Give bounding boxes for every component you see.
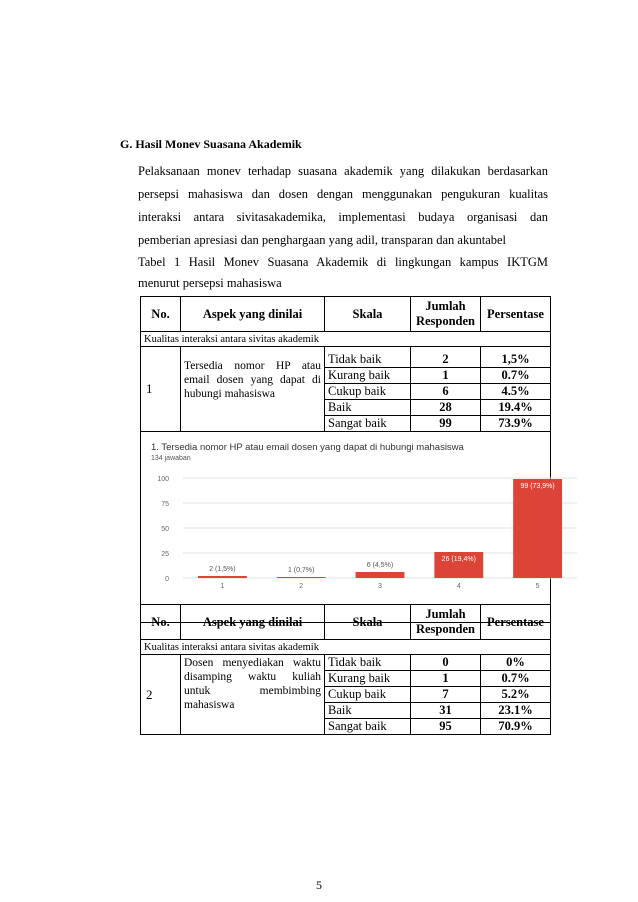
count-cell: 28 xyxy=(411,400,481,416)
category-label: Kualitas interaksi antara sivitas akademik xyxy=(141,332,325,347)
scale-cell: Baik xyxy=(325,703,411,719)
y-tick-label: 50 xyxy=(161,526,169,533)
y-tick-label: 25 xyxy=(161,551,169,558)
x-tick-label: 3 xyxy=(378,583,382,590)
scale-cell: Kurang baik xyxy=(325,671,411,687)
row-number: 1 xyxy=(141,347,181,432)
scale-cell: Tidak baik xyxy=(325,347,411,368)
percent-cell: 1,5% xyxy=(481,347,551,368)
scale-cell: Kurang baik xyxy=(325,368,411,384)
bar xyxy=(198,576,247,578)
y-tick-label: 100 xyxy=(157,476,169,483)
header-percent: Persentase xyxy=(481,605,551,640)
response-bar-chart xyxy=(145,440,595,600)
header-count: Jumlah Responden xyxy=(411,605,481,640)
paragraph-line: persepsi mahasiswa dan dosen dengan menggunakan pengukuran kualitas xyxy=(138,187,548,201)
aspect-text: Dosen menyediakan waktu disamping waktu kuliah untuk membimbing mahasiswa xyxy=(181,655,325,735)
y-tick-label: 0 xyxy=(165,576,169,583)
intro-paragraph xyxy=(138,160,548,252)
section-label: G. xyxy=(120,137,133,151)
percent-cell: 5.2% xyxy=(481,687,551,703)
count-cell: 95 xyxy=(411,719,481,735)
x-tick-label: 2 xyxy=(299,583,304,590)
table-row xyxy=(141,347,551,368)
paragraph-line: interaksi antara sivitasakademika, implementasi budaya organisasi dan xyxy=(138,210,548,224)
caption-line: menurut persepsi mahasiswa xyxy=(138,276,282,290)
bar xyxy=(277,577,326,578)
x-tick-label: 5 xyxy=(535,583,540,590)
scale-cell: Cukup baik xyxy=(325,687,411,703)
aspect-text: Tersedia nomor HP atau email dosen yang dapat di hubungi mahasiswa xyxy=(181,347,325,432)
count-cell: 7 xyxy=(411,687,481,703)
monev-table-2 xyxy=(140,604,551,735)
category-label: Kualitas interaksi antara sivitas akademik xyxy=(141,640,325,655)
count-cell: 99 xyxy=(411,416,481,432)
count-cell: 6 xyxy=(411,384,481,400)
percent-cell: 19.4% xyxy=(481,400,551,416)
chart-title: 1. Tersedia nomor HP atau email dosen yang dapat di hubungi mahasiswa xyxy=(151,442,464,453)
bar-data-label: 99 (73,9%) xyxy=(520,483,555,490)
scale-cell: Cukup baik xyxy=(325,384,411,400)
bar-data-label: 2 (1,5%) xyxy=(209,566,236,573)
scale-cell: Tidak baik xyxy=(325,655,411,671)
caption-line: Tabel 1 Hasil Monev Suasana Akademik di lingkungan kampus IKTGM xyxy=(138,255,548,269)
section-title: Hasil Monev Suasana Akademik xyxy=(135,137,302,151)
x-tick-label: 1 xyxy=(220,583,225,590)
percent-cell: 0.7% xyxy=(481,368,551,384)
count-cell: 31 xyxy=(411,703,481,719)
bar-data-label: 1 (0,7%) xyxy=(287,567,315,574)
chart-plot xyxy=(145,460,585,600)
bar-data-label: 26 (19,4%) xyxy=(441,556,476,563)
table-caption xyxy=(138,252,548,294)
paragraph-line: pemberian apresiasi dan penghargaan yang adil, transparan dan akuntabel xyxy=(138,233,507,247)
header-scale: Skala xyxy=(325,297,411,332)
header-aspect: Aspek yang dinilai xyxy=(181,297,325,332)
page-number: 5 xyxy=(316,878,322,892)
paragraph-line: Pelaksanaan monev terhadap suasana akademik yang dilakukan berdasarkan xyxy=(138,164,548,178)
header-count: Jumlah Responden xyxy=(411,297,481,332)
header-scale: Skala xyxy=(325,605,411,640)
count-cell: 1 xyxy=(411,368,481,384)
count-cell: 0 xyxy=(411,655,481,671)
bar xyxy=(513,479,562,578)
header-no: No. xyxy=(141,297,181,332)
percent-cell: 70.9% xyxy=(481,719,551,735)
percent-cell: 23.1% xyxy=(481,703,551,719)
header-no: No. xyxy=(141,605,181,640)
count-cell: 2 xyxy=(411,347,481,368)
header-aspect: Aspek yang dinilai xyxy=(181,605,325,640)
section-heading xyxy=(120,137,302,152)
percent-cell: 73.9% xyxy=(481,416,551,432)
bar xyxy=(356,572,405,578)
scale-cell: Sangat baik xyxy=(325,416,411,432)
row-number: 2 xyxy=(141,655,181,735)
y-tick-label: 75 xyxy=(161,501,169,508)
percent-cell: 0.7% xyxy=(481,671,551,687)
chart-subtitle: 134 jawaban xyxy=(151,455,191,462)
bar-data-label: 6 (4,5%) xyxy=(366,562,394,569)
percent-cell: 0% xyxy=(481,655,551,671)
x-tick-label: 4 xyxy=(456,583,461,590)
table-row xyxy=(141,655,551,671)
scale-cell: Baik xyxy=(325,400,411,416)
header-percent: Persentase xyxy=(481,297,551,332)
scale-cell: Sangat baik xyxy=(325,719,411,735)
percent-cell: 4.5% xyxy=(481,384,551,400)
count-cell: 1 xyxy=(411,671,481,687)
